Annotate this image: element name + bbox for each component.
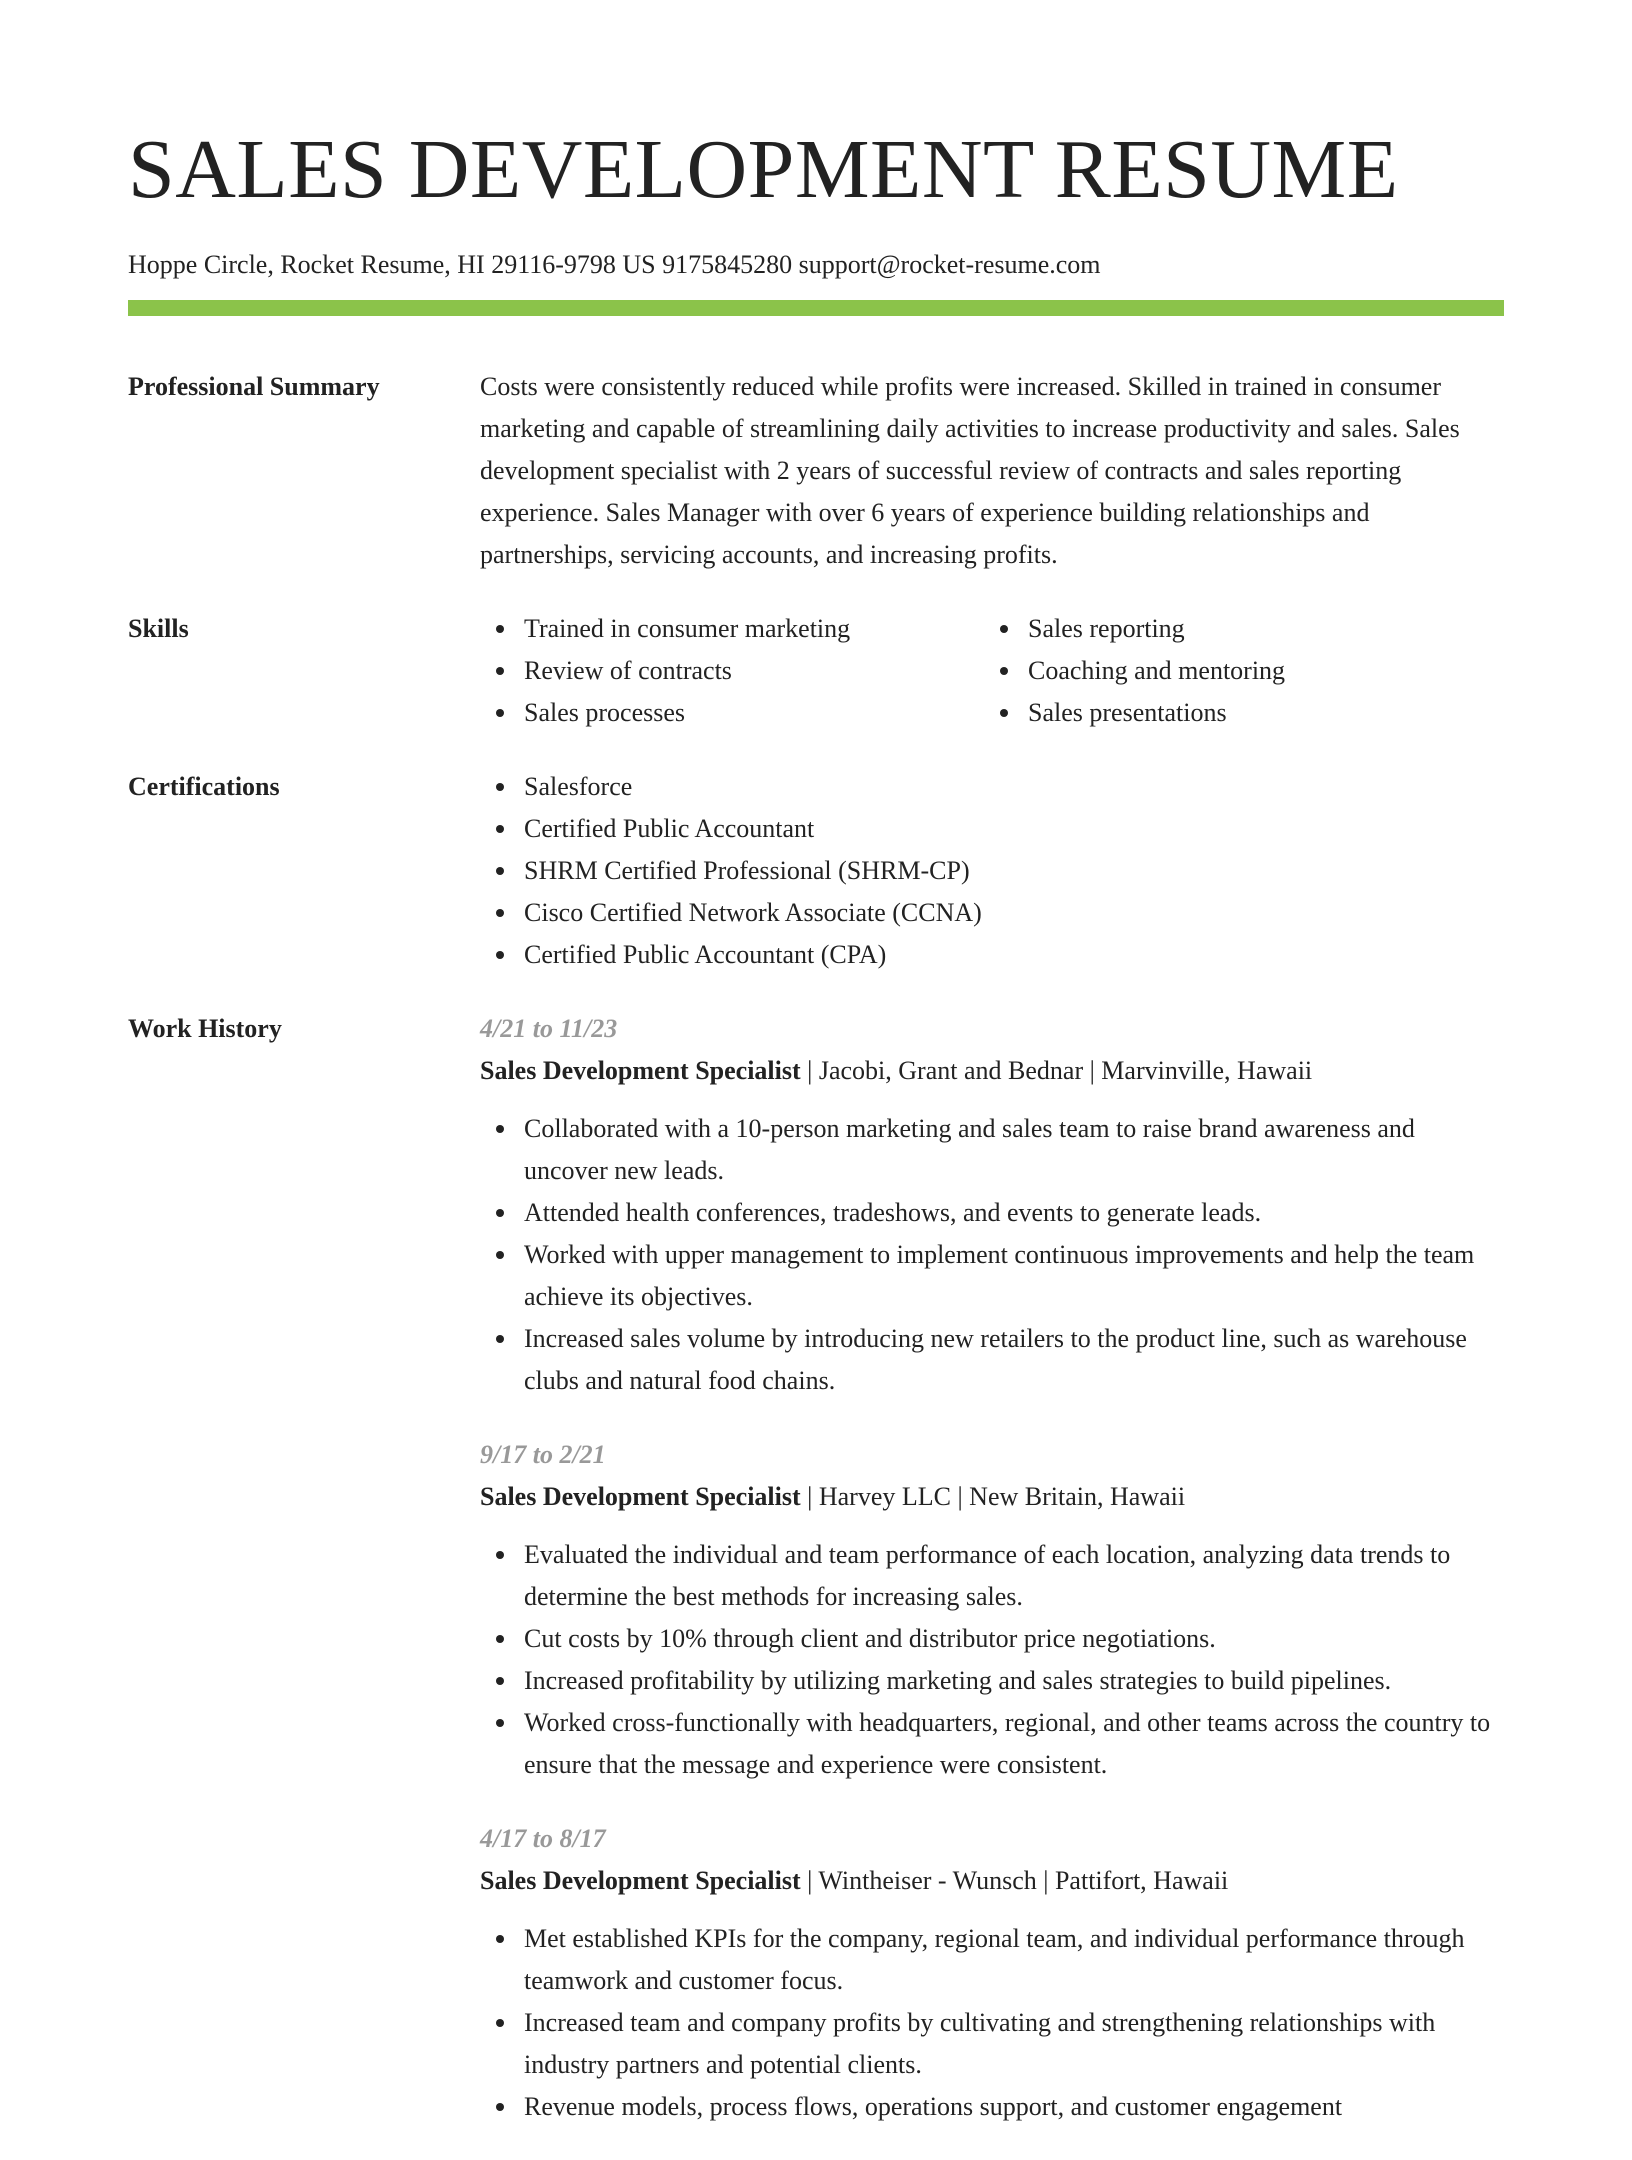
contact-info: Hoppe Circle, Rocket Resume, HI 29116-9798 US 9175845280 support@rocket-resume.com	[128, 250, 1101, 279]
resume-title: SALES DEVELOPMENT RESUME	[128, 123, 1399, 216]
job-title: Sales Development Specialist	[480, 1056, 801, 1085]
job-details: | Harvey LLC | New Britain, Hawaii	[800, 1482, 1186, 1511]
skill-item: Sales presentations	[984, 692, 1488, 734]
job-entry	[480, 1818, 1504, 2128]
job-bullet: Evaluated the individual and team performance of each location, analyzing data trends to determine the best methods for increasing sales.	[480, 1534, 1504, 1618]
job-heading	[480, 1050, 1504, 1092]
skill-item: Sales reporting	[984, 608, 1488, 650]
job-entry	[480, 1008, 1504, 1402]
skill-item: Sales processes	[480, 692, 984, 734]
skill-item: Review of contracts	[480, 650, 984, 692]
certifications-section	[128, 766, 1504, 976]
skills-section	[128, 608, 1504, 734]
skill-item: Trained in consumer marketing	[480, 608, 984, 650]
job-bullet: Cut costs by 10% through client and distributor price negotiations.	[480, 1618, 1504, 1660]
accent-divider	[128, 300, 1504, 316]
job-dates: 9/17 to 2/21	[480, 1440, 606, 1469]
skills-list-right	[984, 608, 1488, 734]
job-entry	[480, 1434, 1504, 1786]
job-bullets	[480, 1108, 1504, 1402]
job-bullets	[480, 1534, 1504, 1786]
skill-item: Coaching and mentoring	[984, 650, 1488, 692]
job-heading	[480, 1476, 1504, 1518]
certification-item: Cisco Certified Network Associate (CCNA)	[480, 892, 1504, 934]
certification-item: Certified Public Accountant	[480, 808, 1504, 850]
resume-page	[128, 120, 1504, 2160]
job-bullet: Met established KPIs for the company, regional team, and individual performance through teamwork and customer focus.	[480, 1918, 1504, 2002]
skills-heading: Skills	[128, 614, 189, 643]
job-bullet: Increased profitability by utilizing marketing and sales strategies to build pipelines.	[480, 1660, 1504, 1702]
certification-item: Salesforce	[480, 766, 1504, 808]
job-dates: 4/21 to 11/23	[480, 1014, 618, 1043]
summary-text: Costs were consistently reduced while profits were increased. Skilled in trained in consumer marketing and capable of streamlining daily activities to increase productivity and sales. Sales development specialist with 2 years of successful review of contracts and sales reporting experience. Sales Manager with over 6 years of experience building relationships and partnerships, servicing accounts, and increasing profits.	[480, 372, 1460, 569]
job-title: Sales Development Specialist	[480, 1482, 801, 1511]
work-history-heading: Work History	[128, 1014, 282, 1043]
summary-section	[128, 366, 1504, 576]
certifications-list	[480, 766, 1504, 976]
work-history-section	[128, 1008, 1504, 2160]
job-bullet: Increased team and company profits by cultivating and strengthening relationships with industry partners and potential clients.	[480, 2002, 1504, 2086]
job-bullet: Increased sales volume by introducing new retailers to the product line, such as warehouse clubs and natural food chains.	[480, 1318, 1504, 1402]
job-bullets	[480, 1918, 1504, 2128]
job-bullet: Worked with upper management to implement continuous improvements and help the team achieve its objectives.	[480, 1234, 1504, 1318]
job-title: Sales Development Specialist	[480, 1866, 801, 1895]
skills-grid	[480, 608, 1504, 734]
certifications-heading: Certifications	[128, 772, 280, 801]
summary-heading: Professional Summary	[128, 372, 380, 401]
job-dates: 4/17 to 8/17	[480, 1824, 606, 1853]
certification-item: SHRM Certified Professional (SHRM-CP)	[480, 850, 1504, 892]
job-bullet: Collaborated with a 10-person marketing and sales team to raise brand awareness and uncover new leads.	[480, 1108, 1504, 1192]
job-heading	[480, 1860, 1504, 1902]
job-bullet: Attended health conferences, tradeshows, and events to generate leads.	[480, 1192, 1504, 1234]
job-details: | Jacobi, Grant and Bednar | Marvinville, Hawaii	[800, 1056, 1313, 1085]
job-bullet: Revenue models, process flows, operations support, and customer engagement	[480, 2086, 1504, 2128]
skills-list-left	[480, 608, 984, 734]
job-details: | Wintheiser - Wunsch | Pattifort, Hawaii	[800, 1866, 1229, 1895]
job-bullet: Worked cross-functionally with headquarters, regional, and other teams across the country to ensure that the message and experience were consistent.	[480, 1702, 1504, 1786]
certification-item: Certified Public Accountant (CPA)	[480, 934, 1504, 976]
